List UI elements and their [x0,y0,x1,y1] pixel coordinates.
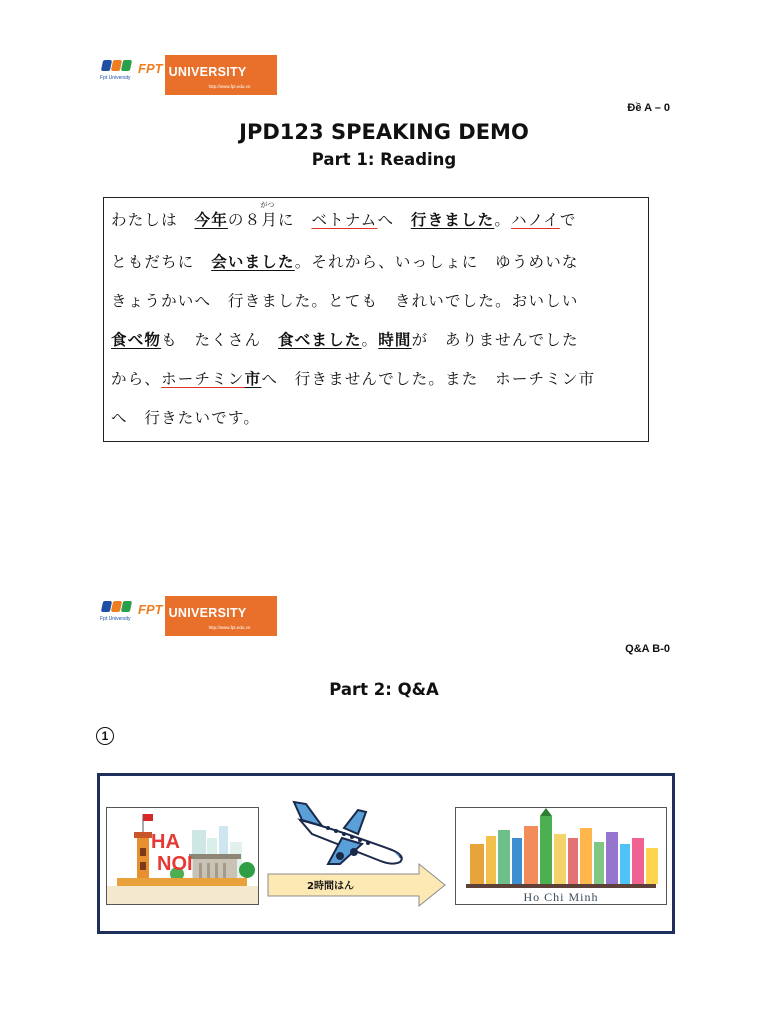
hanoi-drawing [107,808,258,904]
logo-brand: FPT [138,61,163,76]
reading-line-5 [111,367,595,389]
hcm-drawing [456,808,666,904]
fpt-logo-mark [100,55,136,85]
text-segment: に [278,211,312,229]
logo-university: UNIVERSITY [168,65,247,79]
text-segment: へ [377,211,411,229]
text-segment: きょうかいへ 行きました。とても きれいでした。おいしい [111,292,579,310]
ruby-word [260,201,279,229]
reading-line-3 [111,289,579,311]
text-segment: も たくさん [161,331,279,349]
qa-code: Q&A B-0 [625,643,670,655]
vocab-bold: 今年 [194,211,228,229]
text-segment: の８ [227,211,262,229]
reading-line-4 [111,328,579,350]
logo-university: UNIVERSITY [168,606,247,620]
vocab-red-underline: ハノイ [511,211,560,229]
arrow-right-icon [267,863,447,907]
text-segment: 。 [361,331,379,349]
text-segment: へ 行きませんでした。また ホーチミン市 [261,370,596,388]
question-number: 1 [96,727,114,745]
section-title: Part 2: Q&A [329,680,439,699]
hanoi-text-ha: HA [151,831,180,853]
fpt-logo-mark [100,596,136,626]
ruby-base: 月 [261,211,279,229]
duration-label: 2時間はん [307,881,354,892]
vocab-bold: 食べました [278,331,362,349]
qa-illustration-box [97,773,675,934]
logo-brand: FPT [138,602,163,617]
hochiminh-skyline-illustration [455,807,667,905]
exam-code: Đề A – 0 [627,102,670,114]
page-title: JPD123 SPEAKING DEMO [239,120,529,144]
vocab-bold: 行きました [410,211,495,229]
text-segment: 。それから、いっしょに ゆうめいな [294,253,579,271]
logo-subtext: Fpt University [100,616,131,622]
fpt-logo [100,596,277,636]
vocab-red-underline: ホーチミン [161,370,245,388]
airplane-icon [292,798,410,870]
vocab-red-underline: ベトナム [311,211,378,229]
text-segment: へ 行きたいです。 [111,409,261,427]
hcm-label: Ho Chi Minh [523,890,599,904]
page-subtitle: Part 1: Reading [311,150,457,169]
text-segment: で [559,211,577,229]
reading-passage-box [103,197,649,442]
furigana: がつ [260,201,275,209]
logo-url: http://www.fpt.edu.vn [208,625,251,630]
hanoi-text-noi: NOI [157,853,193,875]
logo-banner [165,55,277,95]
reading-line-6 [111,406,260,428]
logo-banner [165,596,277,636]
text-segment: から、 [111,370,162,388]
reading-line-1 [111,201,577,230]
logo-subtext: Fpt University [100,75,131,81]
fpt-logo [100,55,277,95]
vocab-bold: 時間 [378,331,412,349]
vocab-bold: 市 [244,370,262,388]
hanoi-illustration [106,807,259,905]
logo-url: http://www.fpt.edu.vn [208,84,251,89]
text-segment: 。 [494,211,512,229]
vocab-bold: 食べ物 [111,331,162,349]
text-segment: が ありませんでした [411,331,579,349]
text-segment: ともだちに [111,253,212,271]
vocab-bold: 会いました [211,253,295,271]
text-segment: わたしは [111,211,195,229]
reading-line-2 [111,250,579,272]
